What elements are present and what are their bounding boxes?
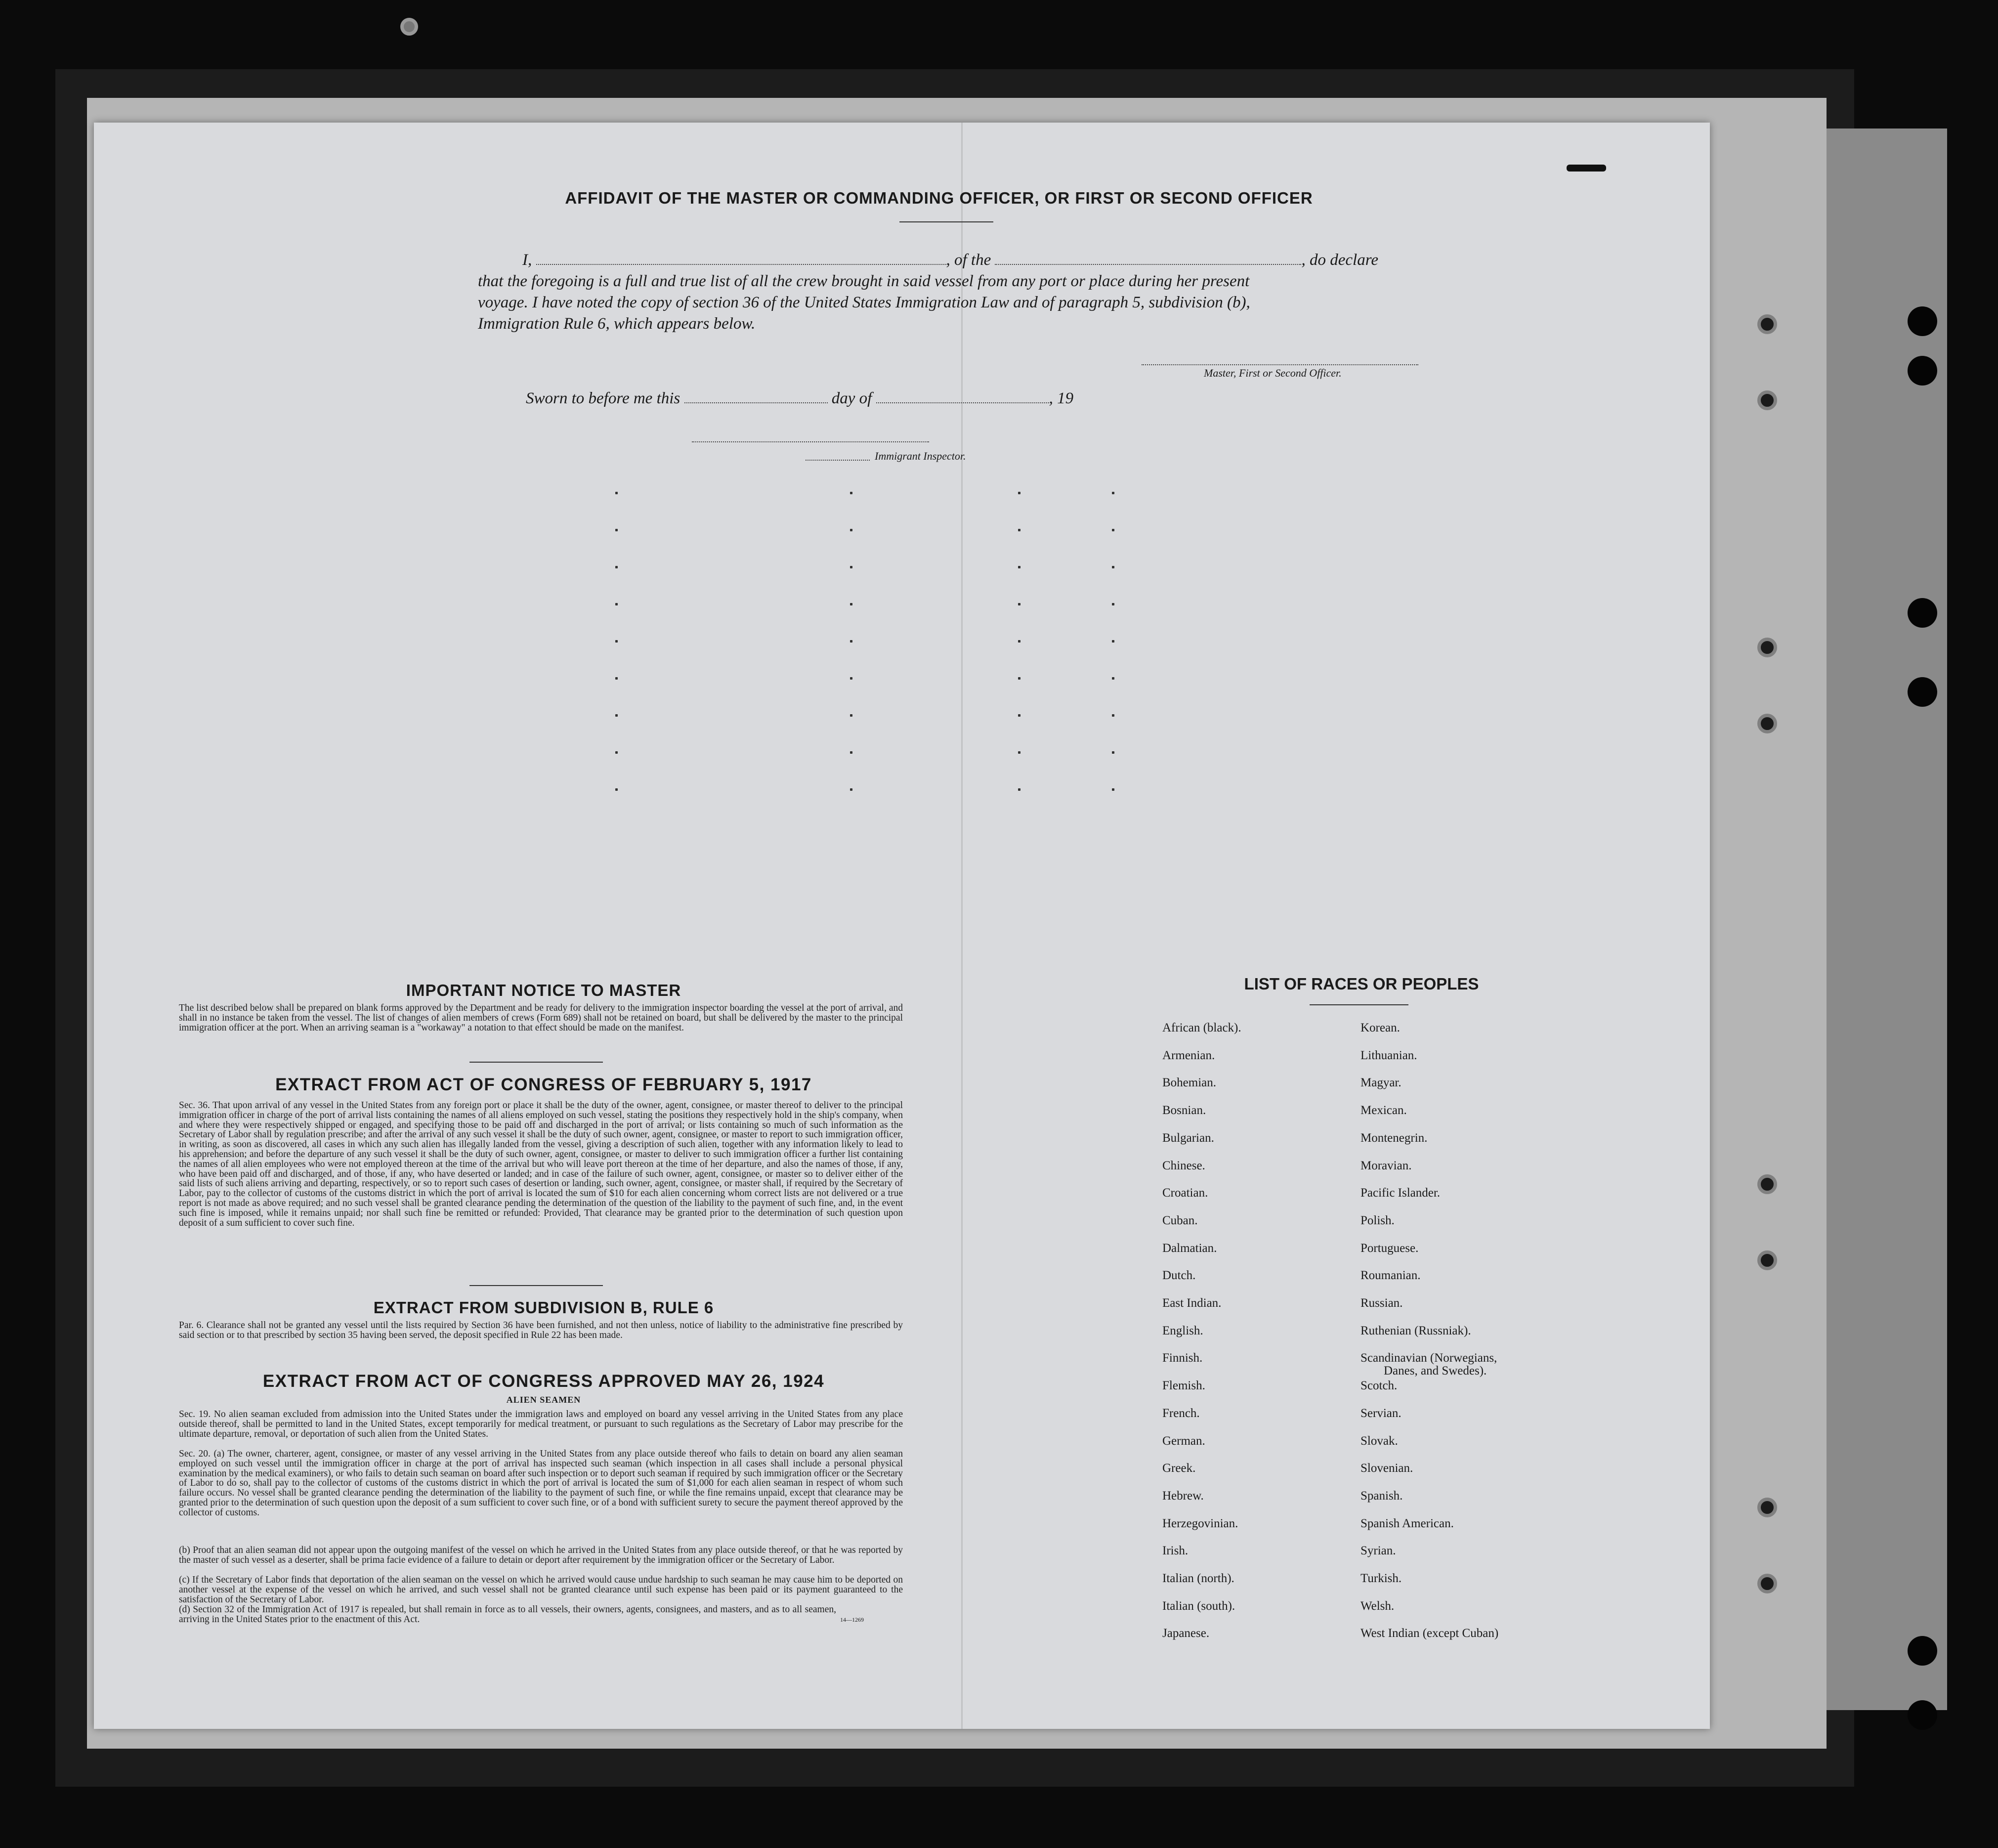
guide-dot bbox=[615, 640, 618, 643]
guide-dot bbox=[1018, 677, 1020, 680]
inspector-signature-line[interactable] bbox=[692, 441, 929, 442]
race-item: Ruthenian (Russniak). bbox=[1360, 1324, 1471, 1337]
race-item: English. bbox=[1162, 1324, 1203, 1337]
guide-dot bbox=[1018, 603, 1020, 605]
title-underline bbox=[899, 221, 993, 222]
punch-hole bbox=[1757, 1250, 1777, 1270]
race-item: Syrian. bbox=[1360, 1544, 1396, 1558]
race-item: Portuguese. bbox=[1360, 1241, 1419, 1255]
guide-dot bbox=[850, 603, 852, 605]
extract-1924-subtitle: ALIEN SEAMEN bbox=[506, 1395, 581, 1405]
punch-hole bbox=[1757, 390, 1777, 410]
race-item: Chinese. bbox=[1162, 1159, 1205, 1172]
race-item: Slovenian. bbox=[1360, 1461, 1413, 1475]
race-item: Danes, and Swedes). bbox=[1384, 1364, 1487, 1378]
divider bbox=[1310, 1004, 1408, 1005]
punch-hole bbox=[1908, 677, 1937, 707]
guide-dot bbox=[1018, 492, 1020, 494]
day-of-label: day of bbox=[831, 389, 872, 407]
punch-hole bbox=[1757, 638, 1777, 657]
race-item: Dutch. bbox=[1162, 1269, 1196, 1283]
guide-dot bbox=[1112, 566, 1114, 568]
sworn-label: Sworn to before me this bbox=[526, 389, 680, 407]
race-item: Polish. bbox=[1360, 1213, 1395, 1227]
sworn-day-field[interactable] bbox=[684, 402, 828, 403]
affidavit-line-2: that the foregoing is a full and true list of all the crew brought in said vessel from any port or place during her present bbox=[478, 272, 1250, 290]
race-item: German. bbox=[1162, 1434, 1205, 1448]
extract-1924-sec20c: (c) If the Secretary of Labor finds that deportation of the alien seaman on the vessel on which he arrived would cause undue hardship to such seaman he may cause him to be deported on another vessel at the expense of the vessel on which he arrived, and such vessel shall not be granted clearance until such expense has been paid or its payment guaranteed to the satisfaction of the Secretary of Labor. bbox=[179, 1575, 903, 1605]
name-field[interactable] bbox=[536, 264, 946, 265]
extract-1924-sec20a: Sec. 20. (a) The owner, charterer, agent, consignee, or master of any vessel arriving in the United States from any place outside thereof who fails to detain on board any alien seaman employed on such vessel until the immigration officer in charge at the port of arrival has inspected such seaman (which inspection in all cases shall include a personal physical examination by the medical examiners), or who fails to detain such seaman on board after such inspection or to deport such seaman if required by such immigration officer or the Secretary of Labor to do so, shall pay to the collector of customs of the customs district in which the port of arrival is located the sum of $1,000 for each alien seaman in respect of whom such failure occurs. No vessel shall be granted clearance pending the determination of the liability to the payment of such fine, or while the fine remains unpaid, except that clearance may be granted prior to the determination of such question upon the deposit of a sum sufficient to cover such fine, or of a bond with sufficient surety to secure the payment thereof approved by the collector of customs. bbox=[179, 1449, 903, 1518]
punch-hole bbox=[1908, 1700, 1937, 1730]
races-title: LIST OF RACES OR PEOPLES bbox=[1244, 975, 1479, 993]
guide-dot bbox=[615, 788, 618, 791]
race-item: Pacific Islander. bbox=[1360, 1186, 1441, 1200]
form-number: 14—1269 bbox=[840, 1616, 864, 1623]
race-item: Servian. bbox=[1360, 1406, 1402, 1420]
guide-dot bbox=[615, 751, 618, 754]
race-item: Flemish. bbox=[1162, 1379, 1205, 1393]
guide-dot bbox=[1018, 714, 1020, 717]
race-item: Lithuanian. bbox=[1360, 1048, 1417, 1062]
punch-hole bbox=[1757, 1498, 1777, 1517]
extract-1924-sec20d: (d) Section 32 of the Immigration Act of 1917 is repealed, but shall remain in force as to all vessels, their owners, agents, consignees, and masters, and as to all seamen, arriving in the United States prior to the enactment of this Act. bbox=[179, 1604, 836, 1625]
page-fold bbox=[961, 123, 963, 1729]
guide-dot bbox=[850, 677, 852, 680]
guide-dot bbox=[1112, 677, 1114, 680]
guide-dot bbox=[1112, 751, 1114, 754]
extract-1924-sec20b: (b) Proof that an alien seaman did not appear upon the outgoing manifest of the vessel on which he arrived in the United States from any place outside thereof, or that he was reported by the master of such vessel as a deserter, shall be prima facie evidence of a failure to detain or deport after requirement by the immigration officer or the Secretary of Labor. bbox=[179, 1545, 903, 1565]
sworn-month-field[interactable] bbox=[876, 402, 1049, 403]
race-item: Italian (south). bbox=[1162, 1599, 1235, 1613]
divider bbox=[469, 1062, 603, 1063]
race-item: French. bbox=[1162, 1406, 1200, 1420]
race-item: Slovak. bbox=[1360, 1434, 1398, 1448]
guide-dot bbox=[1112, 603, 1114, 605]
master-signature-label: Master, First or Second Officer. bbox=[1204, 367, 1342, 379]
guide-dot bbox=[615, 492, 618, 494]
guide-dot bbox=[850, 640, 852, 643]
guide-dot bbox=[850, 714, 852, 717]
race-item: Dalmatian. bbox=[1162, 1241, 1217, 1255]
notice-body: The list described below shall be prepared on blank forms approved by the Department and be ready for delivery to the immigration inspector boarding the vessel at the port of arrival, and shall in no instance be taken from the vessel. The list of changes of alien members of crews (Form 689) shall not be retained on board, but shall be delivered by the master to the principal immigration officer at the port. When an arriving seaman is a "workaway" a notation to that effect should be made on the manifest. bbox=[179, 1003, 903, 1033]
guide-dot bbox=[850, 529, 852, 531]
race-item: Bosnian. bbox=[1162, 1104, 1206, 1117]
punch-hole bbox=[1757, 1174, 1777, 1194]
race-item: Korean. bbox=[1360, 1021, 1400, 1034]
affidavit-line-4: Immigration Rule 6, which appears below. bbox=[478, 315, 756, 333]
sworn-line bbox=[526, 389, 1073, 408]
affidavit-of-the-label: , of the bbox=[946, 251, 991, 269]
affidavit-i-label: I, bbox=[522, 251, 532, 269]
clip-mark bbox=[1567, 165, 1606, 172]
race-item: Scotch. bbox=[1360, 1379, 1398, 1393]
guide-dot bbox=[1018, 640, 1020, 643]
race-item: Spanish American. bbox=[1360, 1516, 1454, 1530]
guide-dot bbox=[850, 566, 852, 568]
race-item: Herzegovinian. bbox=[1162, 1516, 1238, 1530]
race-item: Greek. bbox=[1162, 1461, 1196, 1475]
guide-dot bbox=[615, 677, 618, 680]
race-item: Hebrew. bbox=[1162, 1489, 1204, 1503]
race-item: Cuban. bbox=[1162, 1213, 1198, 1227]
race-item: Armenian. bbox=[1162, 1048, 1215, 1062]
race-item: Moravian. bbox=[1360, 1159, 1412, 1172]
divider bbox=[469, 1285, 603, 1286]
guide-dot bbox=[1018, 788, 1020, 791]
inspector-signature-line-2[interactable] bbox=[806, 460, 870, 461]
extract-1917-body: Sec. 36. That upon arrival of any vessel in the United States from any foreign port or place it shall be the duty of the owner, agent, consignee, or master thereof to deliver to the principal immigration officer in charge of the port of arrival lists containing the names of all aliens employed on such vessel, stating the positions they respectively hold in the ship's company, when and where they were respectively shipped or engaged, and specifying those to be paid off and discharged in the port of arrival; or lists containing so much of such information as the Secretary of Labor shall by regulation prescribe; and after the arrival of any such vessel it shall be the duty of such owner, agent, consignee, or master to report to such immigration officer, in writing, as soon as discovered, all cases in which any such alien has illegally landed from the vessel, giving a description of such alien, together with any information likely to lead to his apprehension; and before the departure of any such vessel it shall be the duty of such owner, agent, consignee, or master to deliver to such immigration officer a further list containing the names of all alien employees who were not employed thereon at the time of the arrival but who will leave port thereon at the time of her departure, and also the names of those, if any, who have been paid off and discharged, and of those, if any, who have deserted or landed; and in case of the failure of such owner, agent, consignee, or master so to deliver either of the said lists of such aliens arriving and departing, respectively, or so to report such cases of desertion or landing, such owner, agent, consignee, or master shall, if required by the Secretary of Labor, pay to the collector of customs of the customs district in which the port of arrival is located the sum of $10 for each alien concerning whom correct lists are not delivered or a true report is not made as above required; and no such vessel shall be granted clearance pending the determination of the question of the liability to the payment of such fine, and, in the event such fine is imposed, while it remains unpaid; nor shall such fine be remitted or refunded: Provided, That clearance may be granted prior to the determination of such question upon deposit of a sum sufficient to cover such fine. bbox=[179, 1100, 903, 1228]
extract-rule6-title: EXTRACT FROM SUBDIVISION B, RULE 6 bbox=[373, 1298, 714, 1317]
guide-dot bbox=[1018, 529, 1020, 531]
race-item: Scandinavian (Norwegians, bbox=[1360, 1351, 1497, 1365]
guide-dot bbox=[1112, 788, 1114, 791]
affidavit-line-1 bbox=[522, 251, 1378, 269]
extract-1917-title: EXTRACT FROM ACT OF CONGRESS OF FEBRUARY 5, 1917 bbox=[275, 1075, 812, 1094]
guide-dot bbox=[615, 529, 618, 531]
guide-dot bbox=[1112, 529, 1114, 531]
guide-dot bbox=[615, 566, 618, 568]
race-item: Roumanian. bbox=[1360, 1269, 1421, 1283]
vessel-field[interactable] bbox=[995, 264, 1301, 265]
race-item: African (black). bbox=[1162, 1021, 1241, 1034]
race-item: Croatian. bbox=[1162, 1186, 1208, 1200]
race-item: Magyar. bbox=[1360, 1076, 1402, 1090]
affidavit-line-3: voyage. I have noted the copy of section 36 of the United States Immigration Law and of paragraph 5, subdivision (b), bbox=[478, 294, 1250, 311]
punch-hole bbox=[1908, 306, 1937, 336]
punch-hole bbox=[1908, 1636, 1937, 1666]
punch-hole bbox=[1757, 714, 1777, 733]
master-signature-line[interactable] bbox=[1142, 364, 1418, 365]
guide-dot bbox=[615, 714, 618, 717]
guide-dot bbox=[615, 603, 618, 605]
race-item: East Indian. bbox=[1162, 1296, 1222, 1310]
punch-hole bbox=[1757, 314, 1777, 334]
punch-hole bbox=[1908, 356, 1937, 386]
punch-hole bbox=[400, 18, 418, 36]
punch-hole bbox=[1908, 598, 1937, 628]
race-item: Bulgarian. bbox=[1162, 1131, 1214, 1145]
race-item: Montenegrin. bbox=[1360, 1131, 1428, 1145]
guide-dot bbox=[1018, 566, 1020, 568]
race-item: Irish. bbox=[1162, 1544, 1189, 1558]
race-item: Finnish. bbox=[1162, 1351, 1203, 1365]
affidavit-declare-label: , do declare bbox=[1301, 251, 1378, 269]
race-item: Spanish. bbox=[1360, 1489, 1403, 1503]
race-item: Welsh. bbox=[1360, 1599, 1395, 1613]
guide-dot bbox=[1112, 492, 1114, 494]
extract-rule6-body: Par. 6. Clearance shall not be granted any vessel until the lists required by Section 36 have been furnished, and not then unless, notice of liability to the administrative fine prescribed by said section or to that prescribed by section 35 having been served, the deposit specified in Rule 22 has been made. bbox=[179, 1320, 903, 1340]
guide-dot bbox=[1112, 714, 1114, 717]
race-item: Bohemian. bbox=[1162, 1076, 1217, 1090]
inspector-label: Immigrant Inspector. bbox=[875, 450, 966, 462]
extract-1924-title: EXTRACT FROM ACT OF CONGRESS APPROVED MAY 26, 1924 bbox=[262, 1372, 825, 1391]
race-item: Italian (north). bbox=[1162, 1572, 1234, 1585]
race-item: Turkish. bbox=[1360, 1572, 1402, 1585]
punch-hole bbox=[1757, 1574, 1777, 1593]
race-item: Russian. bbox=[1360, 1296, 1403, 1310]
race-item: West Indian (except Cuban) bbox=[1360, 1627, 1499, 1640]
guide-dot bbox=[850, 492, 852, 494]
race-item: Mexican. bbox=[1360, 1104, 1407, 1117]
race-item: Japanese. bbox=[1162, 1627, 1210, 1640]
year-label: , 19 bbox=[1049, 389, 1074, 407]
guide-dot bbox=[1112, 640, 1114, 643]
affidavit-title: AFFIDAVIT OF THE MASTER OR COMMANDING OFFICER, OR FIRST OR SECOND OFFICER bbox=[565, 189, 1313, 207]
guide-dot bbox=[850, 751, 852, 754]
guide-dot bbox=[850, 788, 852, 791]
extract-1924-sec19: Sec. 19. No alien seaman excluded from admission into the United States under the immigration laws and employed on board any vessel arriving in the United States from any place outside thereof, shall be permitted to land in the United States, except temporarily for medical treatment, or pursuant to such regulations as the Secretary of Labor may prescribe for the ultimate departure, removal, or deportation of such alien from the United States. bbox=[179, 1409, 903, 1439]
guide-dot bbox=[1018, 751, 1020, 754]
notice-title: IMPORTANT NOTICE TO MASTER bbox=[406, 981, 681, 999]
